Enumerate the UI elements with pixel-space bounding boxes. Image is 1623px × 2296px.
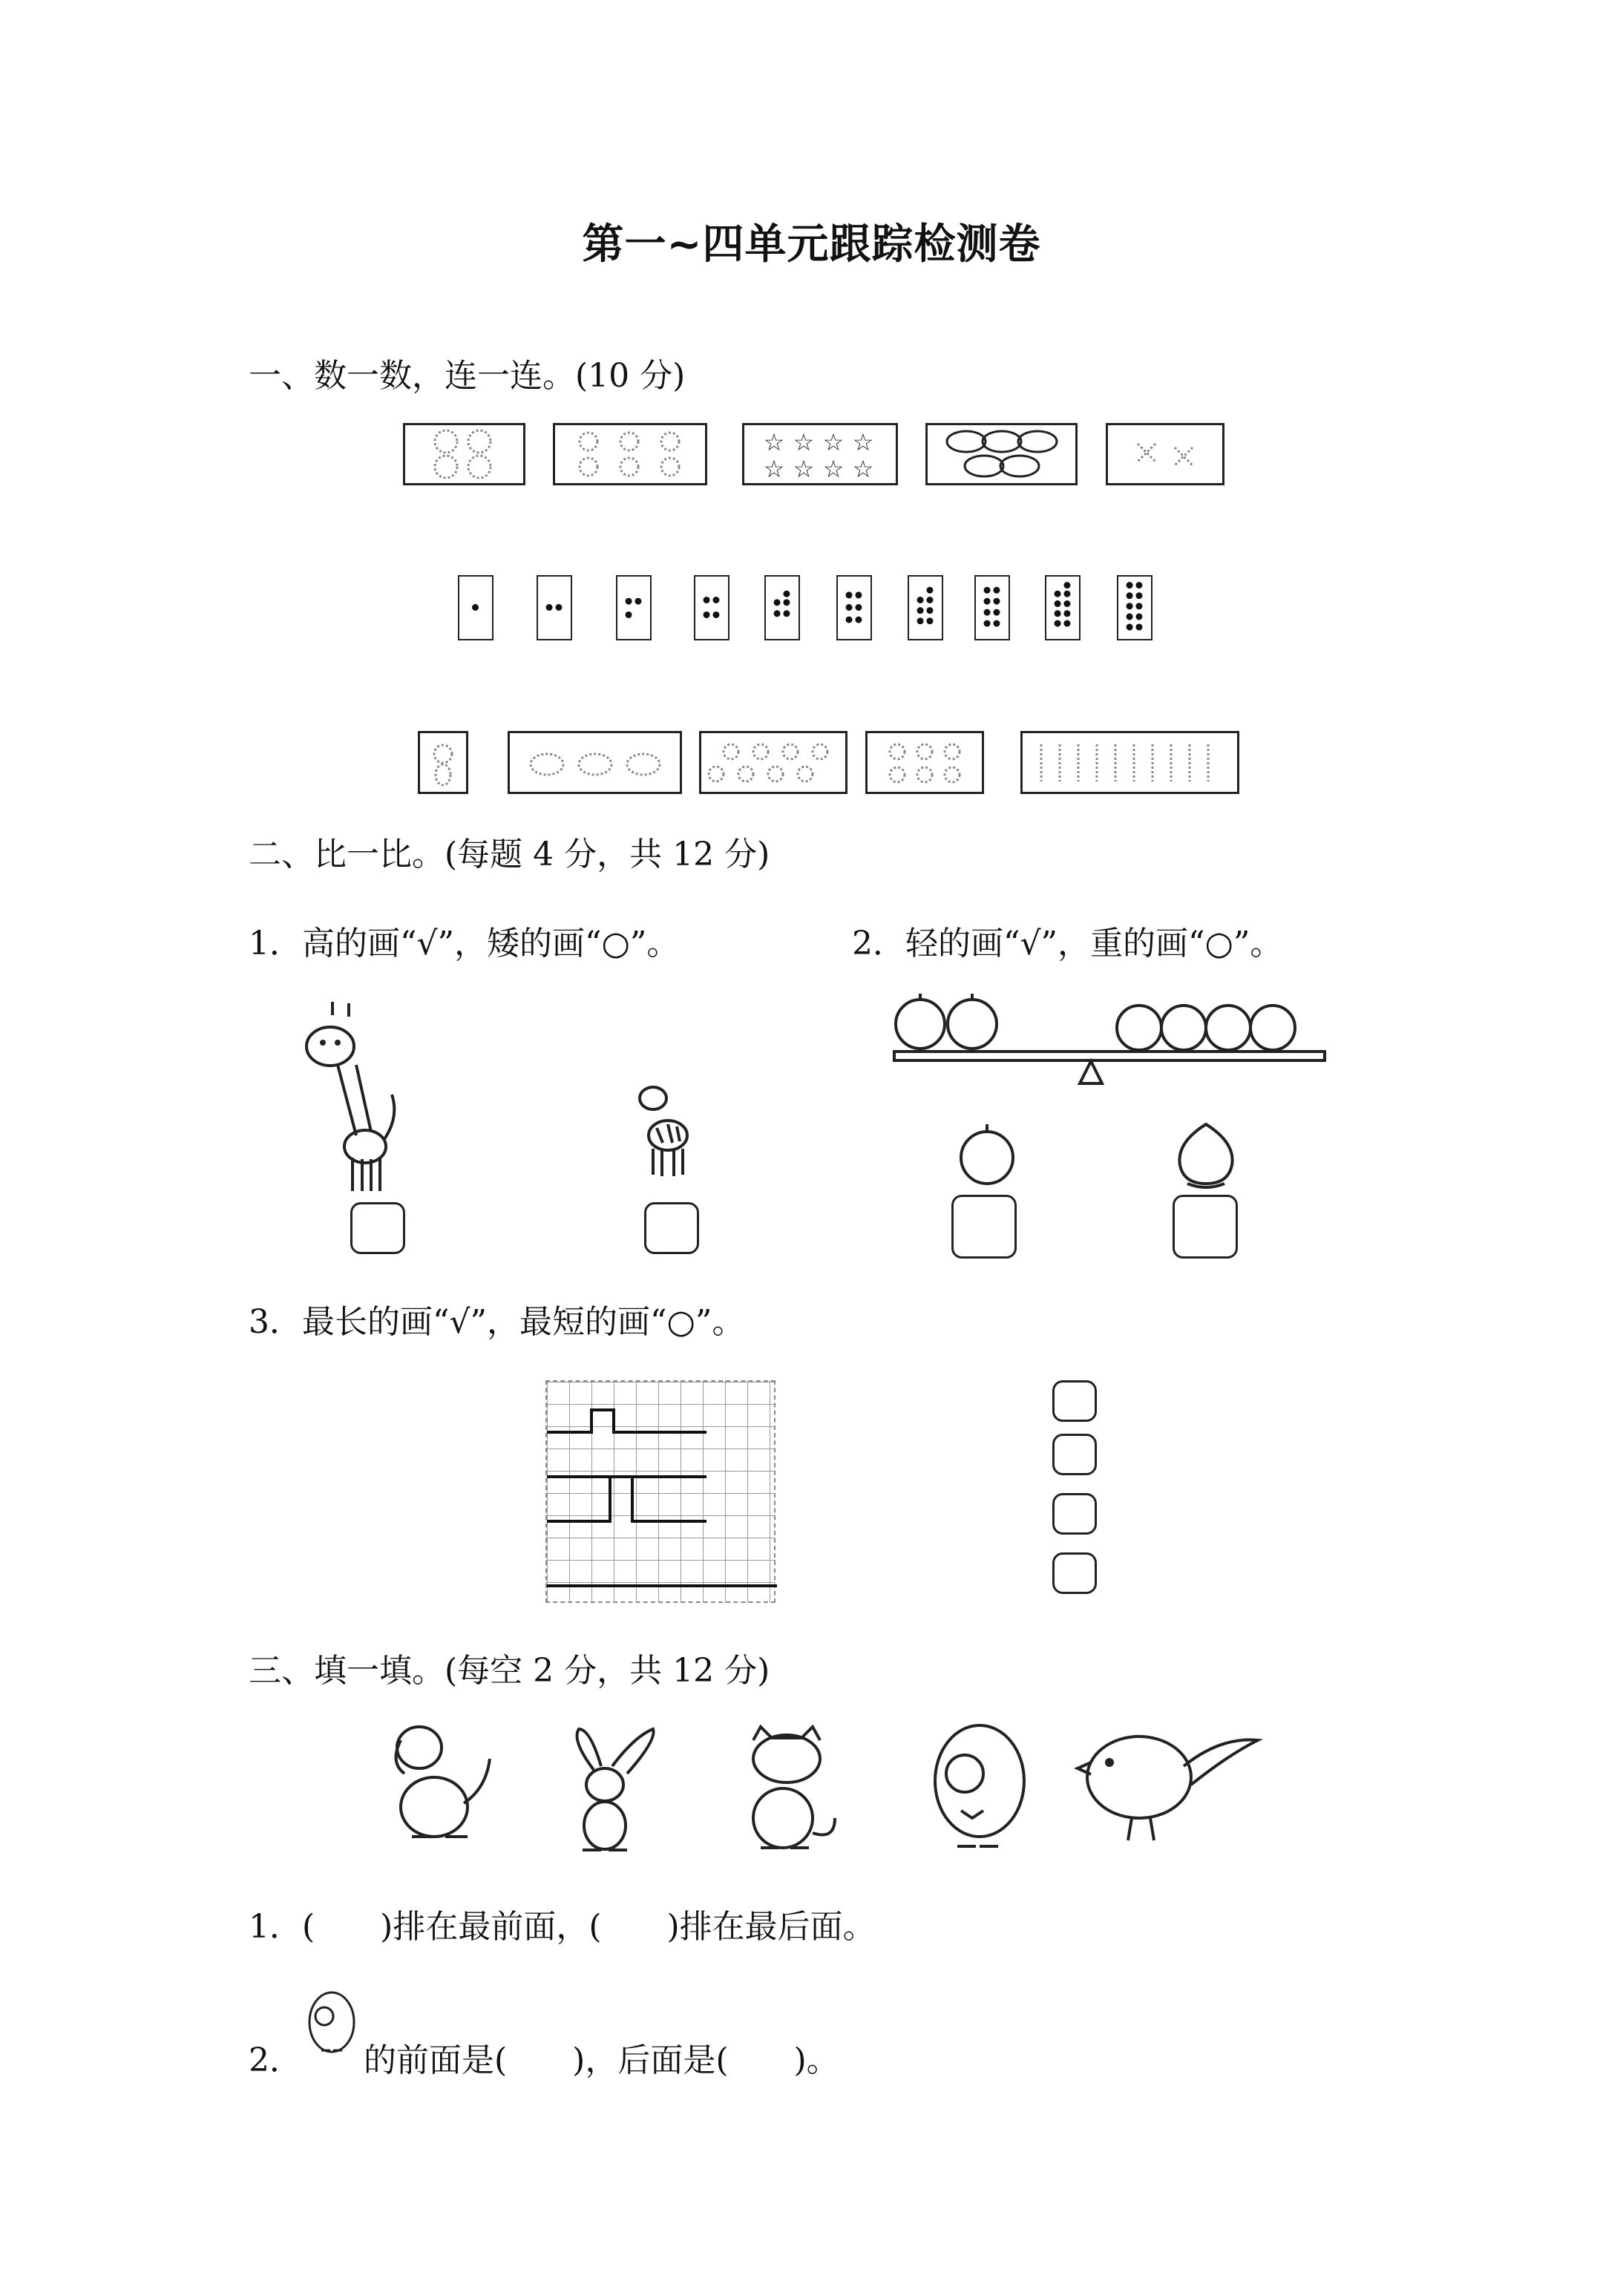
bird-icon: [1072, 1722, 1265, 1848]
dot: [635, 598, 641, 605]
dots-icon: [695, 577, 727, 638]
dots-icon: [766, 577, 798, 638]
giraffe-icon: [297, 994, 408, 1195]
dot: [626, 598, 632, 605]
dot: [1055, 620, 1061, 627]
dot: [984, 587, 991, 594]
dot: [917, 607, 924, 614]
dot: [704, 597, 710, 603]
svg-text:☆: ☆: [763, 455, 785, 483]
dot: [846, 591, 853, 598]
picture-box-butterflies[interactable]: [1106, 423, 1224, 485]
dot: [1063, 610, 1070, 617]
dot: [926, 597, 933, 603]
q-before-after-number: 2．: [249, 2041, 302, 2079]
dot-card-5[interactable]: [764, 575, 800, 640]
dog-icon: [378, 1718, 497, 1851]
q-front-back: 1．( )排在最前面，( )排在最后面。: [249, 1908, 876, 1946]
dot: [1127, 603, 1133, 609]
picture-box-apples[interactable]: [403, 423, 525, 485]
dot: [926, 617, 933, 624]
dot: [846, 604, 853, 611]
line-segment-3[interactable]: [547, 1477, 706, 1521]
dot: [1127, 624, 1133, 631]
flowers-icon: [555, 425, 705, 483]
section3-heading: 三、填一填。(每空 2 分，共 12 分): [249, 1652, 770, 1690]
dot-card-8[interactable]: [974, 575, 1010, 640]
answer-box-zebra[interactable]: [644, 1202, 699, 1254]
dots-icon: [459, 577, 491, 638]
apples-icon: [405, 425, 523, 483]
dot: [783, 610, 790, 617]
dot: [1063, 600, 1070, 607]
dot: [993, 620, 1000, 627]
picture-box-single-animal[interactable]: [418, 731, 468, 794]
rabbit-icon: [549, 1725, 668, 1859]
q-before-after: 的前面是( )，后面是( )。: [364, 2041, 839, 2079]
apple-icon: [954, 1121, 1020, 1187]
dot: [1063, 582, 1070, 588]
dot: [712, 597, 719, 603]
dot: [993, 587, 1000, 594]
leaves-icon: [868, 733, 982, 792]
dot: [917, 597, 924, 603]
hedgehog-icon: [917, 1714, 1035, 1855]
dot-card-2[interactable]: [537, 575, 572, 640]
dot: [1127, 613, 1133, 620]
dot-card-10[interactable]: [1117, 575, 1153, 640]
dots-icon: [909, 577, 941, 638]
picture-box-birds[interactable]: [699, 731, 847, 794]
answer-box-apple[interactable]: [951, 1195, 1017, 1259]
svg-text:☆: ☆: [822, 428, 845, 456]
dot: [783, 591, 790, 597]
section1-heading: 一、数一数，连一连。(10 分): [249, 357, 686, 395]
fish-icon: [510, 733, 680, 792]
dots-icon: [976, 577, 1008, 638]
dot: [712, 611, 719, 618]
zebra-icon: [631, 1076, 698, 1180]
dot: [926, 587, 933, 594]
dot: [1135, 582, 1142, 588]
picture-box-stars[interactable]: [742, 423, 898, 485]
picture-box-leaves[interactable]: [865, 731, 984, 794]
line-length-grid: [545, 1380, 776, 1603]
line-segment-1[interactable]: [547, 1410, 706, 1432]
dot: [704, 611, 710, 618]
dot-card-7[interactable]: [908, 575, 943, 640]
stars-icon: [744, 425, 896, 483]
dot: [993, 598, 1000, 605]
dot: [1063, 591, 1070, 597]
svg-text:☆: ☆: [793, 455, 815, 483]
birds-icon: [701, 733, 845, 792]
picture-box-pencils[interactable]: [1020, 731, 1239, 794]
dot: [984, 620, 991, 627]
svg-text:☆: ☆: [852, 455, 874, 483]
dots-icon: [1046, 577, 1078, 638]
picture-box-ovals[interactable]: [925, 423, 1078, 485]
ovals-icon: [928, 425, 1075, 483]
dots-icon: [538, 577, 570, 638]
dot: [774, 610, 781, 617]
butterflies-icon: [1108, 425, 1222, 483]
dot: [846, 617, 853, 623]
svg-text:☆: ☆: [763, 428, 785, 456]
dot: [855, 604, 862, 611]
peach-icon: [1173, 1117, 1239, 1191]
dot: [1127, 582, 1133, 588]
dot-card-6[interactable]: [836, 575, 872, 640]
svg-text:☆: ☆: [822, 455, 845, 483]
dot: [774, 599, 781, 606]
dot: [1135, 613, 1142, 620]
picture-box-fish[interactable]: [508, 731, 682, 794]
hedgehog-small-icon: [301, 1985, 360, 2059]
dot: [855, 617, 862, 623]
dot: [1055, 600, 1061, 607]
dot: [993, 609, 1000, 616]
dot: [855, 591, 862, 598]
dot: [926, 607, 933, 614]
dot: [984, 598, 991, 605]
dot: [546, 604, 553, 611]
line-segments: [547, 1382, 777, 1604]
dot-card-1[interactable]: [458, 575, 494, 640]
dots-icon: [1118, 577, 1150, 638]
dot: [1135, 603, 1142, 609]
dot: [472, 604, 479, 611]
dot: [1135, 624, 1142, 631]
page-title: 第一~四单元跟踪检测卷: [582, 220, 1041, 269]
dot: [917, 617, 924, 624]
seesaw-icon: [887, 991, 1332, 1095]
q-long-short: 3．最长的画“√”，最短的画“○”。: [249, 1303, 745, 1341]
section2-heading: 二、比一比。(每题 4 分，共 12 分): [249, 836, 770, 873]
dot: [1127, 592, 1133, 599]
cat-icon: [731, 1722, 842, 1855]
pencils-icon: [1023, 733, 1237, 792]
dot: [1055, 610, 1061, 617]
dot: [1135, 592, 1142, 599]
dot: [783, 599, 790, 606]
dot-card-3[interactable]: [616, 575, 652, 640]
animal-icon: [420, 733, 466, 792]
picture-box-flowers[interactable]: [553, 423, 707, 485]
answer-box-giraffe[interactable]: [350, 1202, 405, 1254]
answer-box-line-4[interactable]: [1052, 1552, 1097, 1594]
q-light-heavy: 2．轻的画“√”，重的画“○”。: [852, 925, 1283, 962]
dots-icon: [617, 577, 649, 638]
svg-text:☆: ☆: [852, 428, 874, 456]
dot-card-4[interactable]: [694, 575, 729, 640]
q-tall-short: 1．高的画“√”，矮的画“○”。: [249, 925, 680, 962]
dot: [555, 604, 562, 611]
answer-box-peach[interactable]: [1173, 1195, 1238, 1259]
answer-box-line-2[interactable]: [1052, 1434, 1097, 1475]
answer-box-line-3[interactable]: [1052, 1493, 1097, 1535]
dot-card-9[interactable]: [1045, 575, 1081, 640]
dot: [626, 611, 632, 618]
svg-text:☆: ☆: [793, 428, 815, 456]
dot: [1063, 620, 1070, 627]
dots-icon: [838, 577, 870, 638]
dot: [1055, 591, 1061, 597]
dot: [984, 609, 991, 616]
answer-box-line-1[interactable]: [1052, 1380, 1097, 1422]
